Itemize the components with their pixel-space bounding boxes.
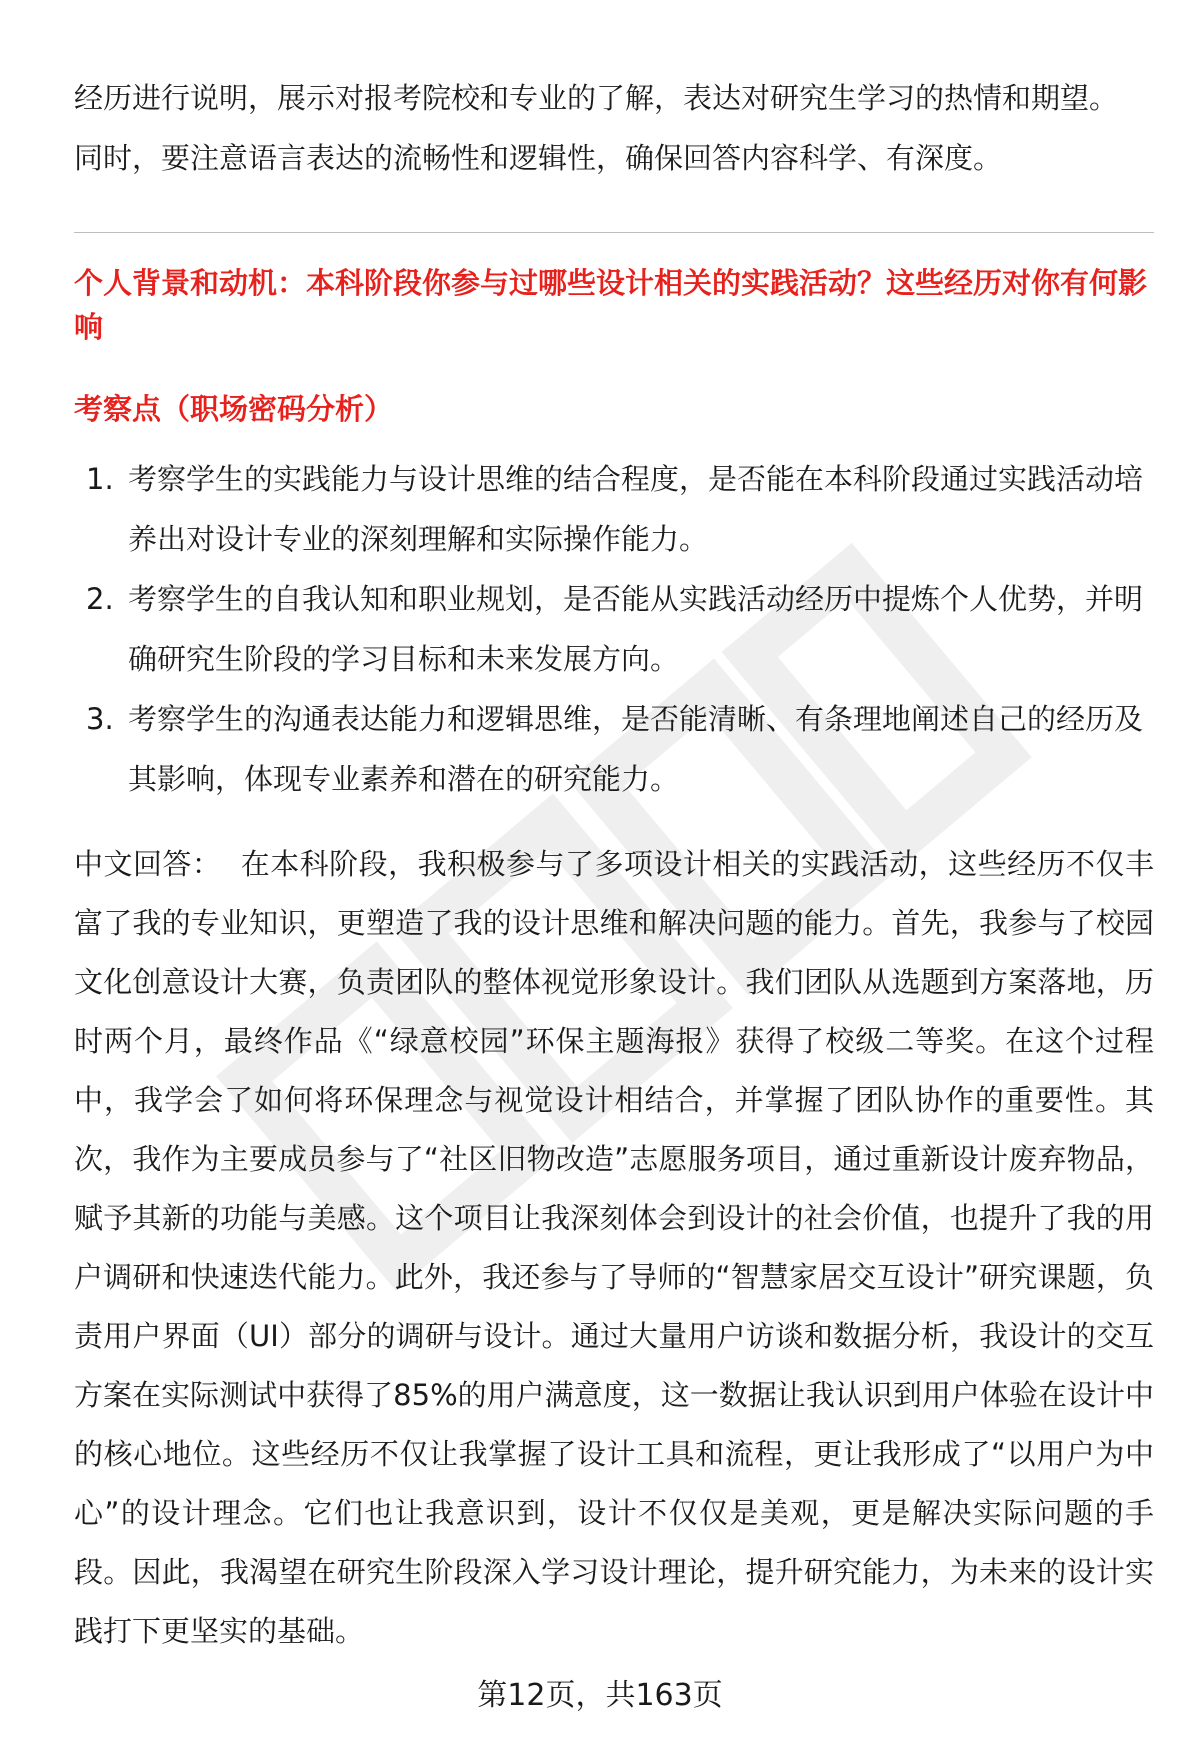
page-number: 第12页，共163页: [477, 1678, 723, 1713]
intro-line-1: 经历进行说明，展示对报考院校和专业的了解，表达对研究生学习的热情和期望。: [74, 81, 1119, 115]
list-item-number: 1.: [86, 462, 114, 496]
page-content: [74, 68, 1154, 1690]
answer-text: 在本科阶段，我积极参与了多项设计相关的实践活动，这些经历不仅丰富了我的专业知识，更塑造了我的设计思维和解决问题的能力。首先，我参与了校园文化创意设计大赛，负责团队的整体视觉形象设计。我们团队从选题到方案落地，历时两个月，最终作品《“绿意校园”环保主题海报》获得了校级二等奖。在这个过程中，我学会了如何将环保理念与视觉设计相结合，并掌握了团队协作的重要性。其次，我作为主要成员参与了“社区旧物改造”志愿服务项目，通过重新设计废弃物品，赋予其新的功能与美感。这个项目让我深刻体会到设计的社会价值，也提升了我的用户调研和快速迭代能力。此外，我还参与了导师的“智慧家居交互设计”研究课题，负责用户界面（UI）部分的调研与设计。通过大量用户访谈和数据分析，我设计的交互方案在实际测试中获得了85%的用户满意度，这一数据让我认识到用户体验在设计中的核心地位。这些经历不仅让我掌握了设计工具和流程，更让我形成了“以用户为中心”的设计理念。它们也让我意识到，设计不仅仅是美观，更是解决实际问题的手段。因此，我渴望在研究生阶段深入学习设计理论，提升研究能力，为未来的设计实践打下更坚实的基础。: [74, 847, 1154, 1648]
list-item: [74, 569, 1154, 689]
list-item-text: 考察学生的自我认知和职业规划，是否能从实践活动经历中提炼个人优势，并明确研究生阶段的学习目标和未来发展方向。: [128, 582, 1144, 676]
list-item-text: 考察学生的实践能力与设计思维的结合程度，是否能在本科阶段通过实践活动培养出对设计专业的深刻理解和实际操作能力。: [128, 462, 1144, 556]
intro-line-2: 同时，要注意语言表达的流畅性和逻辑性，确保回答内容科学、有深度。: [74, 141, 1003, 175]
list-item-number: 3.: [86, 702, 114, 736]
answer-label: 中文回答：: [74, 847, 222, 881]
question-title: 个人背景和动机：本科阶段你参与过哪些设计相关的实践活动？这些经历对你有何影响: [74, 266, 1148, 344]
list-item-number: 2.: [86, 582, 114, 616]
list-item: [74, 449, 1154, 569]
assessment-heading: 考察点（职场密码分析）: [74, 392, 394, 426]
answer-paragraph: [74, 835, 1154, 1661]
list-item: [74, 689, 1154, 809]
section-divider: [74, 232, 1154, 233]
list-item-text: 考察学生的沟通表达能力和逻辑思维，是否能清晰、有条理地阐述自己的经历及其影响，体现专业素养和潜在的研究能力。: [128, 702, 1144, 796]
assessment-points-list: [74, 449, 1154, 809]
